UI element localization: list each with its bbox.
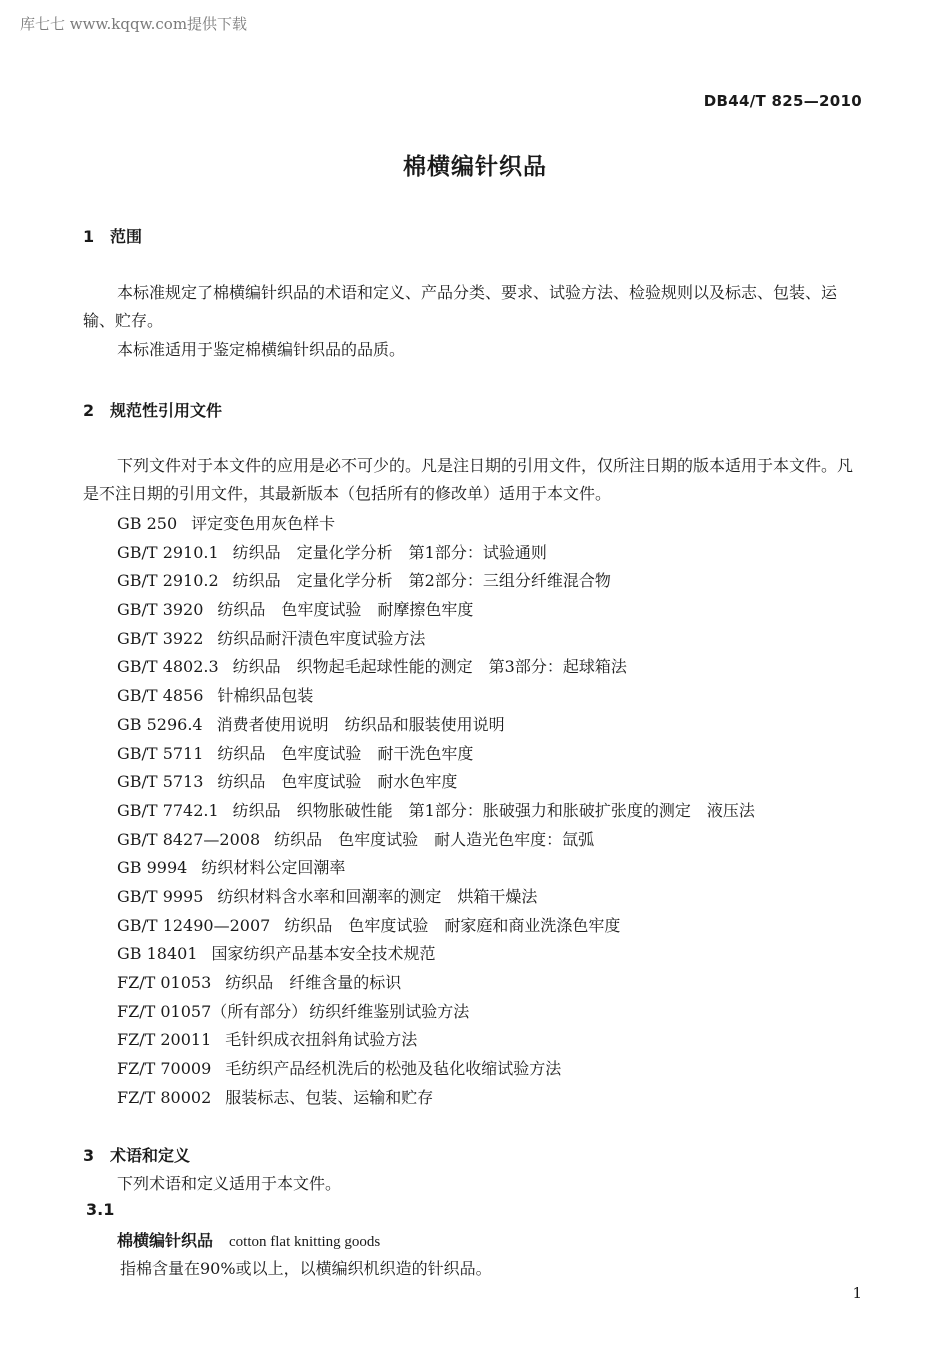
- reference-title: 纺织品 织物胀破性能 第1部分：胀破强力和胀破扩张度的测定 液压法: [232, 800, 755, 820]
- list-item: [117, 653, 755, 682]
- reference-title: 纺织品 定量化学分析 第1部分：试验通则: [232, 542, 547, 562]
- reference-title: 纺织材料含水率和回潮率的测定 烘箱干燥法: [217, 886, 538, 906]
- list-item: [117, 912, 755, 941]
- page-number: 1: [852, 1284, 862, 1302]
- section-heading-scope: [83, 224, 142, 247]
- reference-code: GB/T 2910.2: [117, 571, 219, 591]
- clause-number: 3.1: [86, 1200, 115, 1219]
- list-item: [117, 596, 755, 625]
- section-heading-terms: [83, 1143, 190, 1166]
- reference-title: 纺织品耐汗渍色牢度试验方法: [217, 628, 426, 648]
- page-title: 棉横编针织品: [403, 154, 547, 180]
- section-heading-references: [83, 398, 222, 421]
- section-title: 规范性引用文件: [110, 401, 223, 420]
- term-definition: 指棉含量在90%或以上，以横编织机织造的针织品。: [120, 1259, 492, 1278]
- reference-title: 服装标志、包装、运输和贮存: [225, 1087, 434, 1107]
- reference-title: 消费者使用说明 纺织品和服装使用说明: [216, 714, 505, 734]
- reference-code: GB/T 5713: [117, 772, 204, 792]
- list-item: [117, 883, 755, 912]
- list-item: [117, 1055, 755, 1084]
- reference-code: GB/T 3922: [117, 628, 204, 648]
- reference-code: FZ/T 70009: [117, 1059, 212, 1079]
- list-item: [117, 969, 755, 998]
- reference-code: FZ/T 01053: [117, 973, 212, 992]
- reference-list: [117, 510, 755, 1112]
- reference-title: 纺织品 纤维含量的标识: [225, 973, 402, 992]
- reference-title: 纺织品 色牢度试验 耐人造光色牢度：氙弧: [274, 829, 595, 849]
- list-item: [117, 539, 755, 568]
- reference-code: GB/T 9995: [117, 886, 204, 906]
- reference-title: 纺织品 色牢度试验 耐家庭和商业洗涤色牢度: [284, 915, 621, 935]
- list-item: [117, 854, 755, 883]
- reference-code: FZ/T 80002: [117, 1087, 212, 1107]
- reference-code: FZ/T 20011: [117, 1030, 212, 1050]
- reference-code: GB 250: [117, 514, 178, 533]
- list-item: [117, 1026, 755, 1055]
- list-item: [117, 797, 755, 826]
- section-intro: 下列术语和定义适用于本文件。: [117, 1174, 342, 1193]
- term-english: cotton flat knitting goods: [229, 1234, 381, 1250]
- reference-code: GB/T 8427—2008: [117, 829, 261, 849]
- reference-title: 国家纺织产品基本安全技术规范: [211, 944, 436, 964]
- reference-code: GB/T 12490—2007: [117, 915, 271, 935]
- reference-code: GB/T 4856: [117, 686, 204, 706]
- reference-code: GB 5296.4: [117, 714, 203, 734]
- reference-title: 纺织品 织物起毛起球性能的测定 第3部分：起球箱法: [232, 657, 627, 677]
- reference-code: FZ/T 01057（所有部分）: [117, 1001, 308, 1021]
- reference-title: 毛针织成衣扭斜角试验方法: [225, 1030, 418, 1050]
- reference-code: GB/T 2910.1: [117, 542, 219, 562]
- list-item: [117, 768, 755, 797]
- reference-code: GB/T 5711: [117, 743, 204, 763]
- list-item: [117, 1084, 755, 1113]
- list-item: [117, 826, 755, 855]
- term-entry: [117, 1228, 380, 1251]
- reference-code: GB/T 7742.1: [117, 800, 219, 820]
- reference-title: 纺织品 色牢度试验 耐干洗色牢度: [217, 743, 474, 763]
- reference-title: 纺织品 色牢度试验 耐摩擦色牢度: [217, 600, 474, 620]
- list-item: [117, 682, 755, 711]
- section-number: 1: [83, 227, 95, 246]
- list-item: [117, 740, 755, 769]
- reference-title: 针棉织品包装: [217, 686, 314, 706]
- watermark-text: 库七七 www.kqqw.com提供下载: [20, 15, 248, 33]
- list-item: [117, 625, 755, 654]
- reference-title: 纺织品 色牢度试验 耐水色牢度: [217, 772, 458, 792]
- list-item: [117, 998, 755, 1027]
- list-item: [117, 567, 755, 596]
- paragraph: 本标准规定了棉横编针织品的术语和定义、产品分类、要求、试验方法、检验规则以及标志、包装、运输、贮存。: [83, 283, 838, 330]
- section-number: 3: [83, 1146, 95, 1165]
- paragraph: 下列文件对于本文件的应用是必不可少的。凡是注日期的引用文件，仅所注日期的版本适用于本文件。凡是不注日期的引用文件，其最新版本（包括所有的修改单）适用于本文件。: [83, 456, 854, 503]
- paragraph: 本标准适用于鉴定棉横编针织品的品质。: [117, 340, 406, 359]
- standard-code: DB44/T 825—2010: [703, 92, 862, 110]
- reference-code: GB/T 4802.3: [117, 657, 219, 677]
- reference-title: 毛纺织产品经机洗后的松弛及毡化收缩试验方法: [225, 1059, 562, 1079]
- list-item: [117, 940, 755, 969]
- section-number: 2: [83, 401, 95, 420]
- list-item: [117, 711, 755, 740]
- section-title: 术语和定义: [110, 1146, 191, 1165]
- reference-code: GB/T 3920: [117, 600, 204, 620]
- reference-code: GB 9994: [117, 858, 188, 878]
- reference-title: 纺织纤维鉴别试验方法: [309, 1001, 470, 1021]
- list-item: [117, 510, 755, 539]
- reference-title: 纺织品 定量化学分析 第2部分：三组分纤维混合物: [232, 571, 611, 591]
- section-title: 范围: [110, 227, 143, 246]
- reference-title: 纺织材料公定回潮率: [201, 858, 346, 878]
- term-chinese: 棉横编针织品: [117, 1231, 214, 1250]
- reference-title: 评定变色用灰色样卡: [191, 514, 336, 533]
- reference-code: GB 18401: [117, 944, 198, 964]
